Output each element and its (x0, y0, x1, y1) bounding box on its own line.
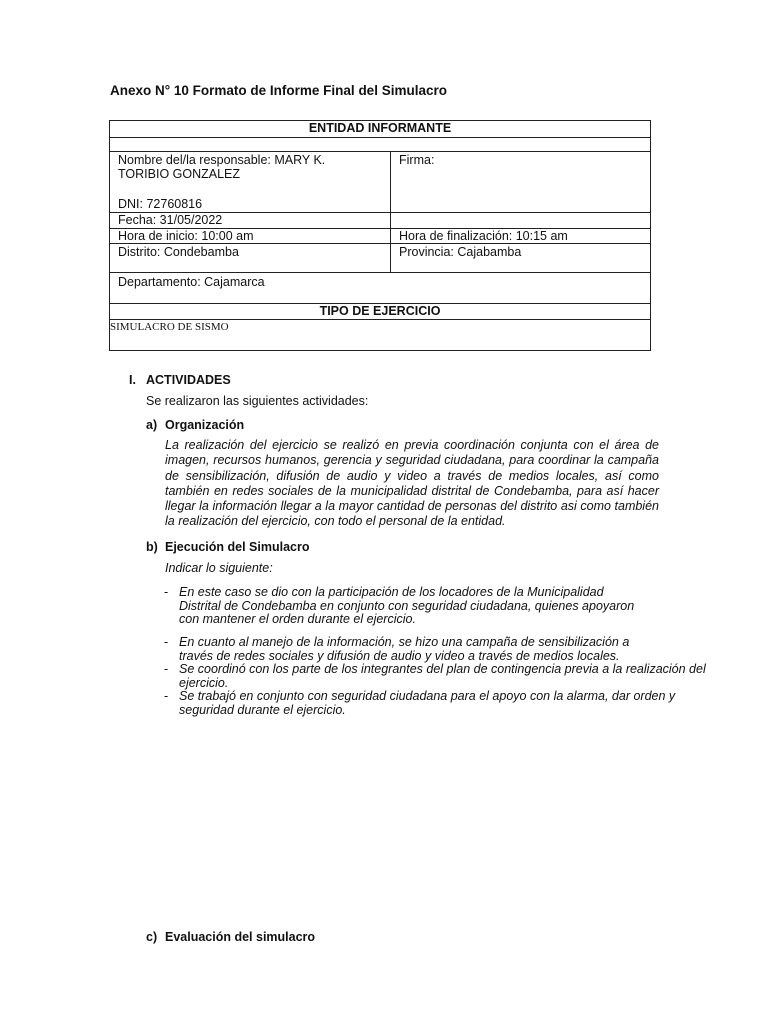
fecha-value: Fecha: 31/05/2022 (110, 213, 391, 229)
responsable-label: Nombre del/la responsable: MARY K. (118, 153, 326, 167)
list-dash: - (164, 662, 169, 676)
subsection-c-label: c) (146, 930, 158, 944)
subsection-c-heading: Evaluación del simulacro (165, 930, 316, 944)
entity-header: ENTIDAD INFORMANTE (110, 121, 651, 138)
list-line: ejercicio. (179, 675, 229, 690)
firma-label: Firma: (399, 153, 435, 167)
execution-list (164, 586, 734, 627)
responsable-cell (110, 152, 391, 213)
dni-value: DNI: 72760816 (118, 197, 203, 211)
hora-inicio-value: Hora de inicio: 10:00 am (110, 229, 391, 244)
blank-row (110, 138, 651, 152)
list-item (164, 690, 734, 717)
subsection-b-heading: Ejecución del Simulacro (165, 540, 310, 554)
firma-cell (391, 152, 651, 213)
section-heading: ACTIVIDADES (146, 373, 231, 387)
departamento-value: Departamento: Cajamarca (110, 273, 651, 304)
list-dash: - (164, 689, 169, 703)
provincia-value: Provincia: Cajabamba (391, 244, 651, 273)
tipo-header: TIPO DE EJERCICIO (110, 304, 651, 320)
distrito-value: Distrito: Condebamba (110, 244, 391, 273)
section-numeral: I. (129, 373, 136, 387)
list-item (164, 636, 734, 663)
list-item (164, 663, 734, 690)
subsection-b-intro: Indicar lo siguiente: (165, 561, 273, 575)
document-title: Anexo N° 10 Formato de Informe Final del Simulacro (110, 83, 447, 98)
list-line: En este caso se dio con la participación de los locadores de la Municipalidad (179, 585, 604, 599)
list-line: Se trabajó en conjunto con seguridad ciudadana para el apoyo con la alarma, dar orden y (179, 689, 676, 703)
responsable-name: TORIBIO GONZALEZ (118, 167, 241, 181)
section-intro: Se realizaron las siguientes actividades: (146, 394, 369, 408)
list-line: través de redes sociales y difusión de audio y video a través de medios locales. (179, 648, 620, 663)
list-item (164, 586, 734, 627)
subsection-a-heading: Organización (165, 418, 245, 432)
hora-fin-value: Hora de finalización: 10:15 am (391, 229, 651, 244)
subsection-a-body: La realización del ejercicio se realizó en previa coordinación conjunta con el área de imagen, recursos humanos, gerencia y seguridad ciudadana, para coordinar la campaña de sensibilización, difusión de audio y video a través de medios locales, así como también en redes sociales de la municipalidad distrital de Condebamba, para así hacer llegar la información llegar a la mayor cantidad de personas del distrito asi como también la realización del ejercicio, con todo el personal de la entidad. (165, 438, 659, 529)
empty-cell (391, 213, 651, 229)
list-dash: - (164, 635, 169, 649)
subsection-b-label: b) (146, 540, 158, 554)
tipo-value: SIMULACRO DE SISMO (110, 320, 651, 351)
list-line: En cuanto al manejo de la información, se hizo una campaña de sensibilización a (179, 635, 630, 649)
execution-list (164, 636, 734, 717)
subsection-a-label: a) (146, 418, 158, 432)
list-dash: - (164, 585, 169, 599)
list-line: Distrital de Condebamba en conjunto con seguridad ciudadana, quienes apoyaron (179, 598, 635, 613)
entity-form-table (109, 120, 651, 351)
list-line: con mantener el orden durante el ejercicio. (179, 612, 416, 626)
list-line: Se coordinó con los parte de los integrantes del plan de contingencia previa a la realización del (179, 662, 706, 676)
list-line: seguridad durante el ejercicio. (179, 702, 346, 717)
